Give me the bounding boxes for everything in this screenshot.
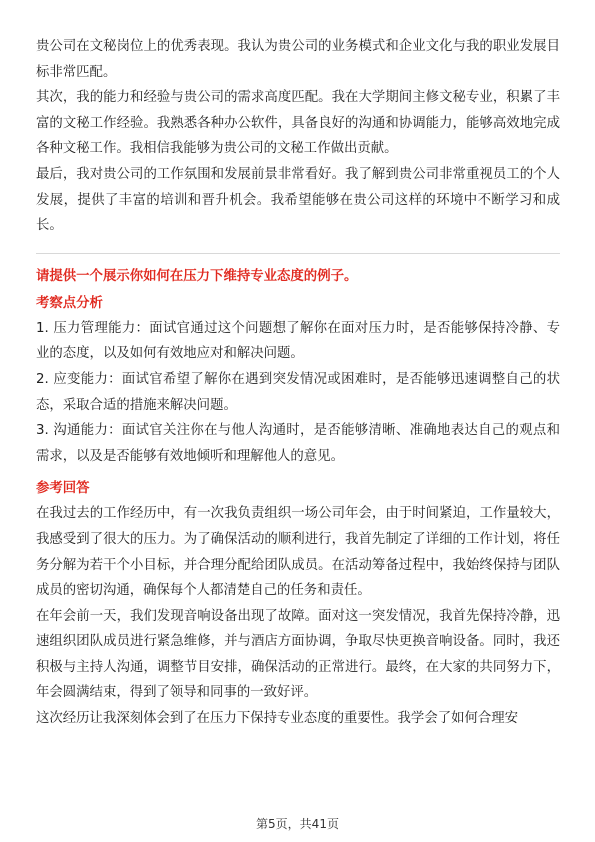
document-page [36, 34, 560, 732]
intro-paragraph: 其次，我的能力和经验与贵公司的需求高度匹配。我在大学期间主修文秘专业，积累了丰富的文秘工作经验。我熟悉各种办公软件，具备良好的沟通和协调能力，能够高效地完成各种文秘工作。我相信我能够为贵公司的文秘工作做出贡献。 [36, 90, 560, 157]
answer-heading: 参考回答 [36, 481, 90, 497]
section-divider [36, 253, 560, 254]
analysis-point: 2. 应变能力：面试官希望了解你在遇到突发情况或困难时，是否能够迅速调整自己的状态，采取合适的措施来解决问题。 [36, 371, 560, 413]
intro-paragraph: 最后，我对贵公司的工作氛围和发展前景非常看好。我了解到贵公司非常重视员工的个人发展，提供了丰富的培训和晋升机会。我希望能够在贵公司这样的环境中不断学习和成长。 [36, 166, 560, 234]
answer-paragraph: 这次经历让我深刻体会到了在压力下保持专业态度的重要性。我学会了如何合理安 [36, 711, 519, 727]
question-title: 请提供一个展示你如何在压力下维持专业态度的例子。 [36, 268, 358, 284]
answer-paragraph: 在我过去的工作经历中，有一次我负责组织一场公司年会，由于时间紧迫，工作量较大，我感受到了很大的压力。为了确保活动的顺利进行，我首先制定了详细的工作计划，将任务分解为若干个小目标，并合理分配给团队成员。在活动筹备过程中，我始终保持与团队成员的密切沟通，确保每个人都清楚自己的任务和责任。 [36, 506, 560, 599]
answer-paragraph: 在年会前一天，我们发现音响设备出现了故障。面对这一突发情况，我首先保持冷静，迅速组织团队成员进行紧急维修，并与酒店方面协调，争取尽快更换音响设备。同时，我还积极与主持人沟通，调整节目安排，确保活动的正常进行。最终，在大家的共同努力下，年会圆满结束，得到了领导和同事的一致好评。 [36, 608, 560, 701]
analysis-point: 3. 沟通能力：面试官关注你在与他人沟通时，是否能够清晰、准确地表达自己的观点和需求，以及是否能够有效地倾听和理解他人的意见。 [36, 423, 560, 464]
analysis-heading: 考察点分析 [36, 295, 103, 311]
page-number: 第5页，共41页 [256, 817, 339, 831]
analysis-point: 1. 压力管理能力：面试官通过这个问题想了解你在面对压力时，是否能够保持冷静、专业的态度，以及如何有效地应对和解决问题。 [36, 320, 560, 362]
intro-paragraph: 贵公司在文秘岗位上的优秀表现。我认为贵公司的业务模式和企业文化与我的职业发展目标非常匹配。 [36, 39, 560, 80]
